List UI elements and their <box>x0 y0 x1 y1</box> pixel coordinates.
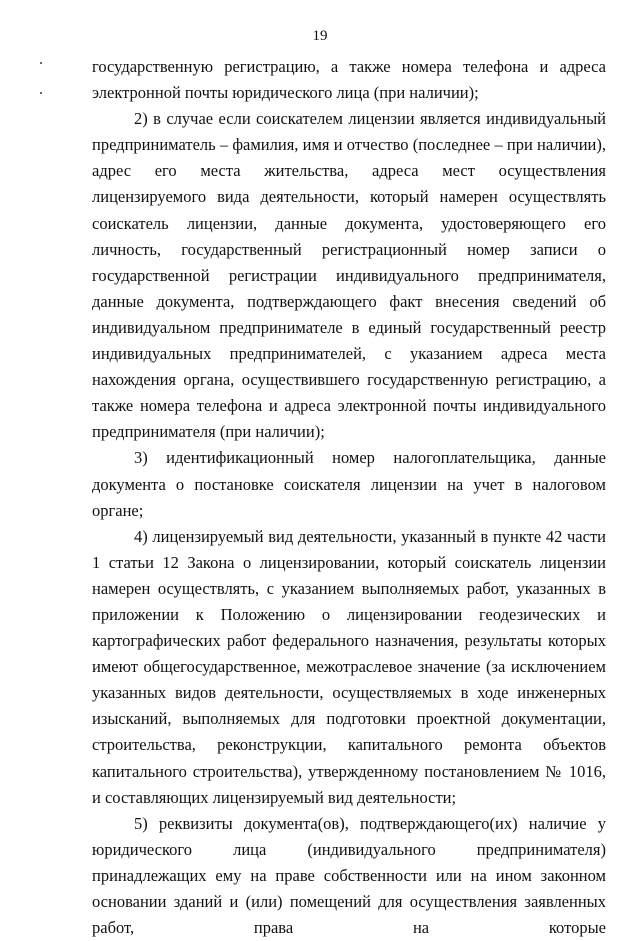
paragraph-item-4: 4) лицензируемый вид деятельности, указанный в пункте 42 части 1 статьи 12 Закона о лицензировании, который соискатель лицензии намерен осуществлять, с указанием выполняемых работ, указанных в приложении к Положению о лицензировании геодезических и картографических работ федерального назначения, результаты которых имеют общегосударственное, межотраслевое значение (за исключением указанных видов деятельности, осуществляемых в ходе инженерных изысканий, выполняемых для подготовки проектной документации, строительства, реконструкции, капитального ремонта объектов капитального строительства), утвержденному постановлением № 1016, и составляющих лицензируемый вид деятельности; <box>92 526 606 807</box>
document-body <box>92 54 606 941</box>
paragraph-item-5: 5) реквизиты документа(ов), подтверждающего(их) наличие у юридического лица (индивидуального предпринимателя) принадлежащих ему на праве собственности или на ином законном основании зданий и (или) помещений для осуществления заявленных работ, права на которые <box>92 813 606 938</box>
paragraph-item-3: 3) идентификационный номер налогоплательщика, данные документа о постановке соискателя лицензии на учет в налоговом органе; <box>92 448 606 520</box>
page-number: 19 <box>312 28 328 44</box>
scan-speck <box>40 92 42 94</box>
scan-speck <box>40 62 42 64</box>
paragraph-continuation: государственную регистрацию, а также номера телефона и адреса электронной почты юридического лица (при наличии); <box>92 57 606 103</box>
paragraph-item-2: 2) в случае если соискателем лицензии является индивидуальный предприниматель – фамилия, имя и отчество (последнее – при наличии), адрес его места жительства, адреса мест осуществления лицензируемого вида деятельности, который намерен осуществлять соискатель лицензии, данные документа, удостоверяющего его личность, государственный регистрационный номер записи о государственной регистрации индивидуального предпринимателя, данные документа, подтверждающего факт внесения сведений об индивидуальном предпринимателе в единый государственный реестр индивидуальных предпринимателей, с указанием адреса места нахождения органа, осуществившего государственную регистрацию, а также номера телефона и адреса электронной почты индивидуального предпринимателя (при наличии); <box>92 109 606 442</box>
